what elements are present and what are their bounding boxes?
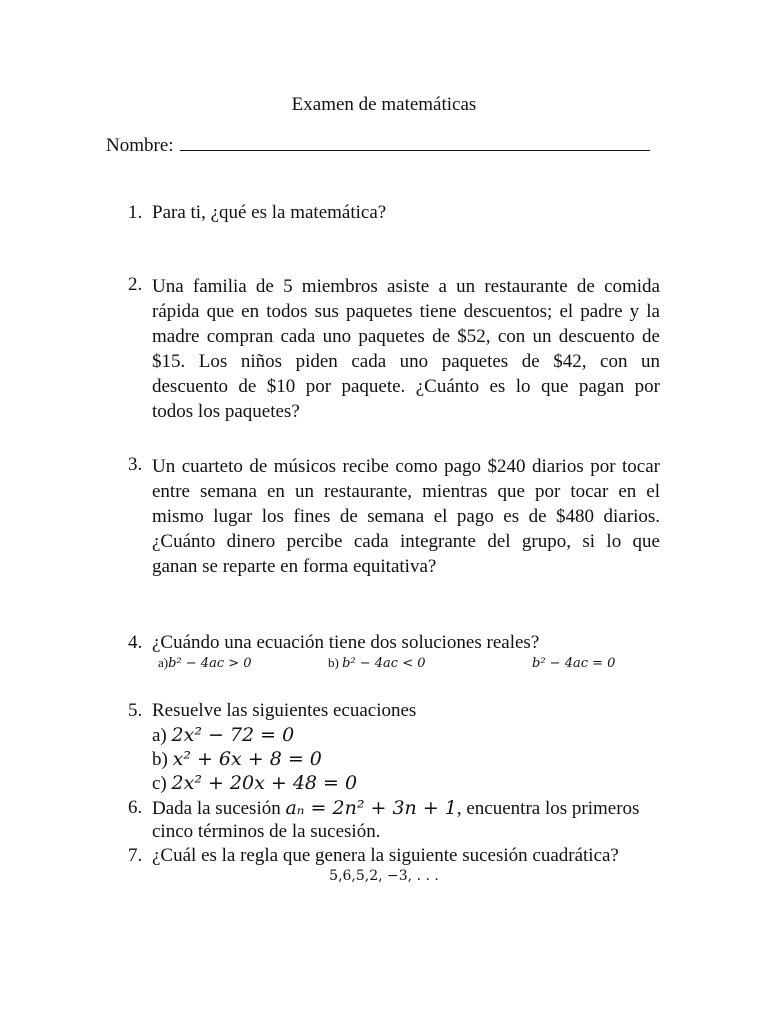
question-7-text: ¿Cuál es la regla que genera la siguiente sucesión cuadrática? xyxy=(152,845,619,866)
option-label: b) xyxy=(328,655,339,670)
question-2-text xyxy=(152,274,660,424)
question-1-number: 1. xyxy=(128,202,143,223)
question-5-text: Resuelve las siguientes ecuaciones xyxy=(152,700,417,721)
question-6-line-2: cinco términos de la sucesión. xyxy=(152,821,381,842)
option-expression: b² − 4ac < 0 xyxy=(342,656,426,671)
option-expression: b² − 4ac = 0 xyxy=(532,656,616,671)
question-3-line: ganan se reparte en forma equitativa? xyxy=(152,556,437,577)
question-6-text-before: Dada la sucesión xyxy=(152,798,281,819)
question-2-line: $15. Los niños piden cada uno paquetes de $42, con un xyxy=(152,351,660,372)
item-expression: 2x² − 72 = 0 xyxy=(171,724,295,746)
question-4-option-a xyxy=(158,655,252,671)
item-label: a) xyxy=(152,725,167,746)
question-6-text-after: , encuentra los primeros xyxy=(456,798,640,819)
question-2-line: descuento de $10 por paquete. ¿Cuánto es lo que pagan por xyxy=(152,376,660,397)
question-5-number: 5. xyxy=(128,700,143,721)
name-blank-line[interactable] xyxy=(180,130,650,151)
question-1-text: Para ti, ¿qué es la matemática? xyxy=(152,202,387,223)
item-label: c) xyxy=(152,773,167,794)
question-7-number: 7. xyxy=(128,845,143,866)
option-label: a) xyxy=(158,655,169,670)
question-3-line: entre semana en un restaurante, mientras que por tocar en el xyxy=(152,481,660,502)
question-4-option-c xyxy=(532,655,615,671)
question-2-line: todos los paquetes? xyxy=(152,401,300,422)
question-4-text: ¿Cuándo una ecuación tiene dos soluciones reales? xyxy=(152,632,540,653)
quadratic-sequence: 5,6,5,2, −3, . . . xyxy=(329,868,439,884)
question-2-line: Una familia de 5 miembros asiste a un restaurante de comida xyxy=(152,276,660,297)
item-expression: x² + 6x + 8 = 0 xyxy=(172,748,322,770)
question-3-number: 3. xyxy=(128,454,143,475)
question-2-number: 2. xyxy=(128,274,143,295)
question-6-number: 6. xyxy=(128,797,143,818)
name-label: Nombre: xyxy=(106,135,174,156)
sequence-formula: aₙ = 2n² + 3n + 1 xyxy=(285,797,457,819)
exam-title: Examen de matemáticas xyxy=(291,94,477,115)
item-expression: 2x² + 20x + 48 = 0 xyxy=(171,772,358,794)
question-3-text xyxy=(152,454,660,579)
question-3-line: ¿Cuánto dinero percibe cada integrante del grupo, si lo que xyxy=(152,531,660,552)
question-3-line: mismo lugar los fines de semana el pago es de $480 diarios. xyxy=(152,506,660,527)
option-expression: b² − 4ac > 0 xyxy=(168,656,252,671)
question-4-option-b xyxy=(328,655,426,671)
item-label: b) xyxy=(152,749,168,770)
question-3-line: Un cuarteto de músicos recibe como pago $240 diarios por tocar xyxy=(152,456,660,477)
question-5-item-b xyxy=(152,748,322,771)
question-6-text xyxy=(152,797,660,820)
question-5-item-a xyxy=(152,724,294,747)
name-field xyxy=(106,130,650,157)
question-2-line: madre compran cada uno paquetes de $52, con un descuento de xyxy=(152,326,660,347)
question-2-line: rápida que en todos sus paquetes tiene descuentos; el padre y la xyxy=(152,301,660,322)
question-4-number: 4. xyxy=(128,632,143,653)
question-5-item-c xyxy=(152,772,357,795)
